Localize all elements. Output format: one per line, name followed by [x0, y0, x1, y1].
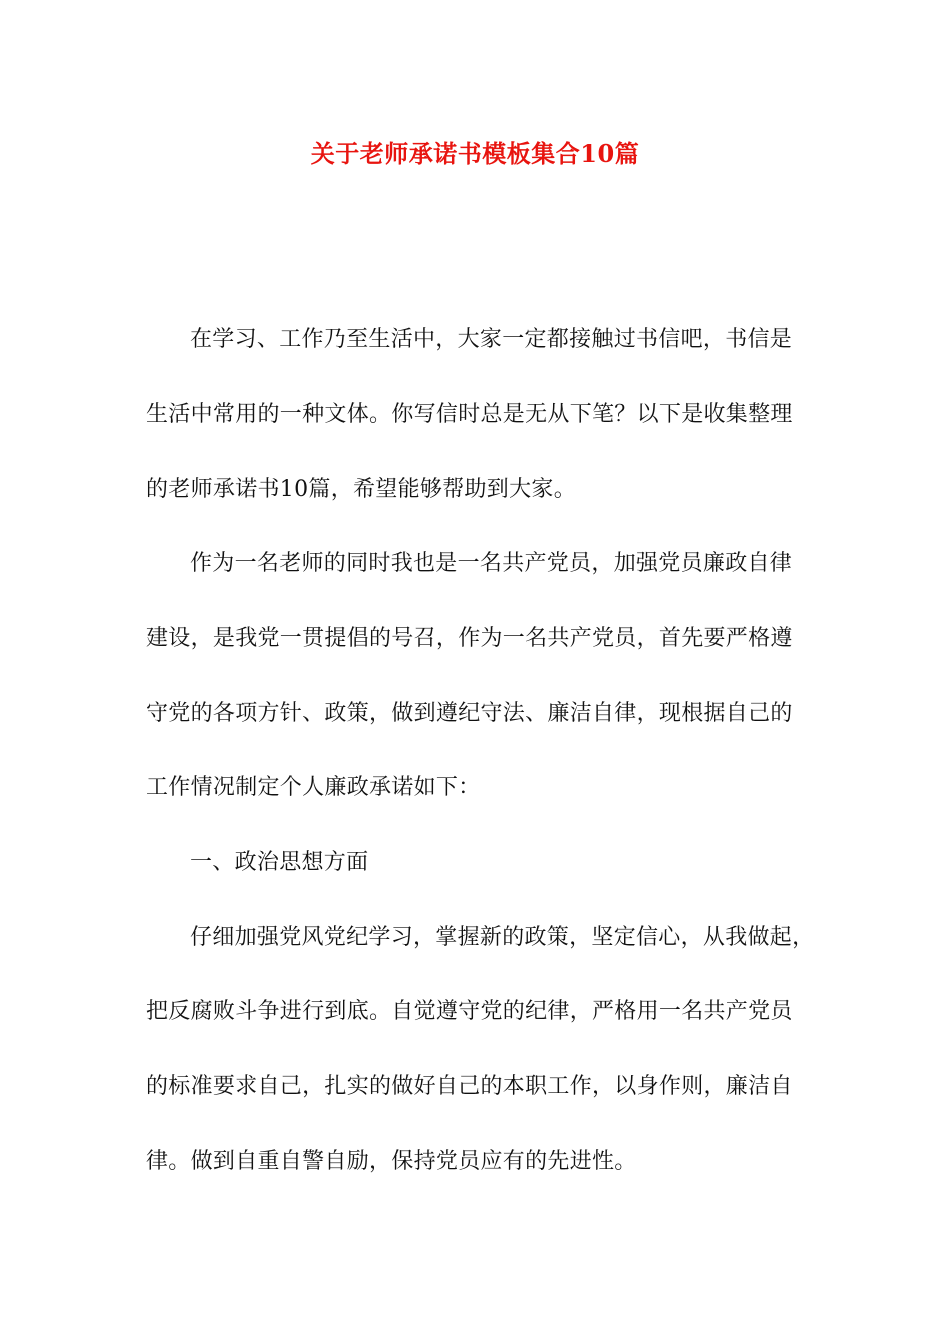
paragraph-line: 守党的各项方针、政策，做到遵纪守法、廉洁自律，现根据自己的	[146, 701, 793, 726]
paragraph-line: 的老师承诺书10篇，希望能够帮助到大家。	[146, 477, 576, 502]
paragraph-line: 的标准要求自己，扎实的做好自己的本职工作，以身作则，廉洁自	[146, 1074, 793, 1099]
document-title: 关于老师承诺书模板集合10篇	[310, 139, 640, 168]
paragraph-line: 生活中常用的一种文体。你写信时总是无从下笔？以下是收集整理	[146, 402, 793, 427]
paragraph-line: 在学习、工作乃至生活中，大家一定都接触过书信吧，书信是	[190, 327, 793, 352]
paragraph-line: 作为一名老师的同时我也是一名共产党员，加强党员廉政自律	[190, 551, 793, 576]
paragraph-line: 律。做到自重自警自励，保持党员应有的先进性。	[146, 1149, 637, 1174]
paragraph-line: 把反腐败斗争进行到底。自觉遵守党的纪律，严格用一名共产党员	[146, 999, 793, 1024]
section-heading: 一、政治思想方面	[190, 850, 369, 875]
paragraph-line: 工作情况制定个人廉政承诺如下：	[146, 775, 481, 800]
paragraph-line: 仔细加强党风党纪学习，掌握新的政策，坚定信心，从我做起，	[190, 925, 815, 950]
paragraph-line: 建设，是我党一贯提倡的号召，作为一名共产党员，首先要严格遵	[146, 626, 793, 651]
